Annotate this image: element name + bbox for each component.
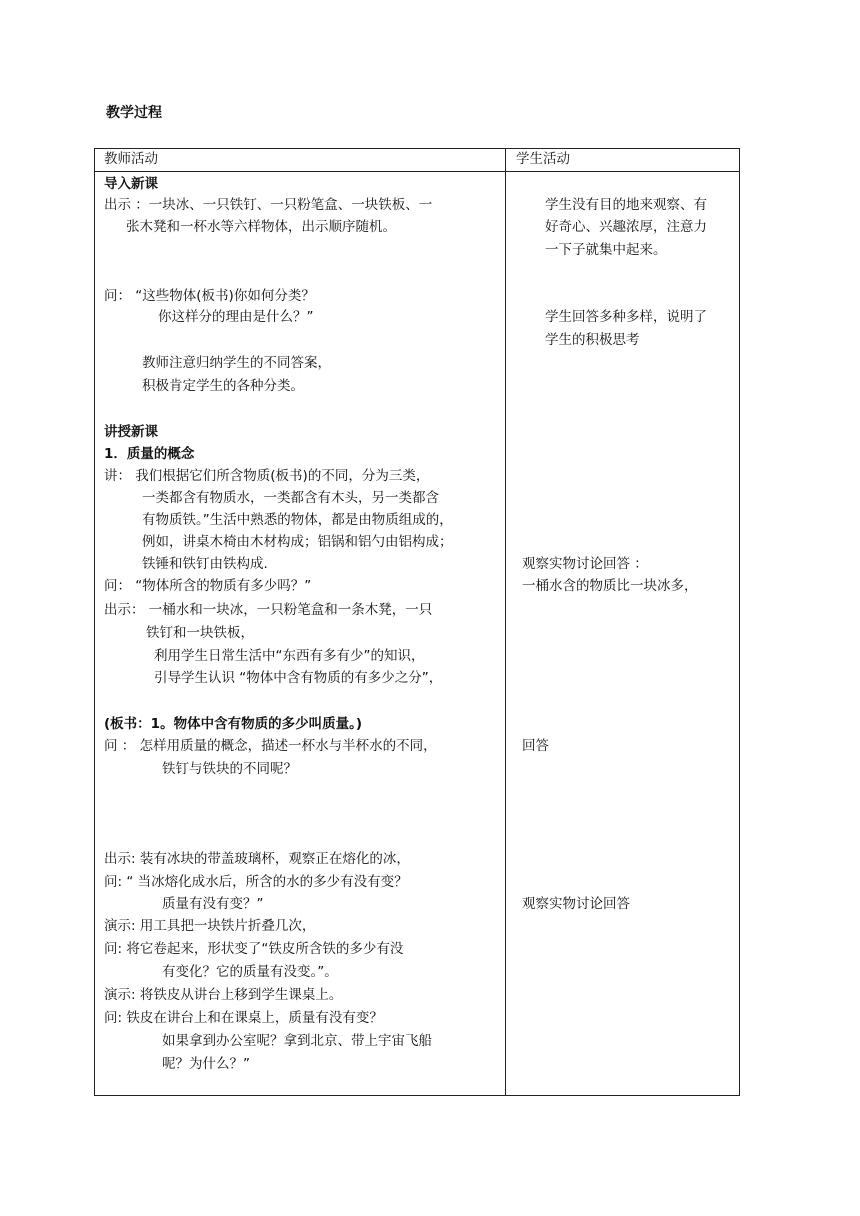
teacher-line: 有物质铁。”生活中熟悉的物体，都是由物质组成的，	[142, 512, 453, 528]
teacher-line: 铁钉和一块铁板，	[146, 625, 254, 641]
teacher-line: 一类都含有物质水，一类都含有木头，另一类都含	[142, 490, 439, 506]
student-line: 学生没有目的地来观察、有	[545, 197, 707, 213]
teacher-line: 问： “这些物体(板书)你如何分类？	[104, 288, 315, 304]
teacher-line: 出示: 装有冰块的带盖玻璃杯，观察正在熔化的冰，	[104, 851, 410, 867]
student-line: 学生回答多种多样，说明了	[545, 309, 707, 325]
teacher-line: 讲授新课	[104, 424, 158, 440]
teacher-line: 出示 ：一块冰、一只铁钉、一只粉笔盒、一块铁板、一	[104, 197, 433, 213]
teacher-line: 讲： 我们根据它们所含物质(板书)的不同，分为三类，	[104, 468, 430, 484]
student-line: 回答	[522, 738, 549, 754]
teacher-line: 你这样分的理由是什么？”	[158, 309, 314, 325]
student-line: 观察实物讨论回答	[522, 896, 630, 912]
teacher-line: 教师注意归纳学生的不同答案，	[142, 355, 331, 371]
student-line: 好奇心、兴趣浓厚，注意力	[545, 219, 707, 235]
teacher-line: 铁钉与铁块的不同呢？	[162, 761, 297, 777]
teacher-line: 张木凳和一杯水等六样物体，出示顺序随机。	[126, 219, 396, 235]
table-border-top	[94, 148, 740, 149]
student-line: 一桶水含的物质比一块冰多，	[522, 578, 698, 594]
teacher-line: 1．质量的概念	[104, 446, 195, 462]
table-border-left	[94, 148, 95, 1096]
teacher-line: 利用学生日常生活中“东西有多有少”的知识，	[154, 648, 425, 664]
teacher-line: 出示： 一桶水和一块冰，一只粉笔盒和一条木凳，一只	[104, 602, 433, 618]
teacher-line: 质量有没有变？”	[162, 896, 264, 912]
student-line: 学生的积极思考	[545, 332, 640, 348]
student-line: 一下子就集中起来。	[545, 242, 667, 258]
teacher-line: 铁锤和铁钉由铁构成.	[142, 556, 268, 572]
header-student-activity: 学生活动	[516, 151, 570, 167]
section-title: 教学过程	[106, 105, 162, 121]
table-border-right	[739, 148, 740, 1096]
teacher-line: 问: “ 当冰熔化成水后，所含的水的多少有没有变？	[104, 874, 408, 890]
teacher-line: 如果拿到办公室呢？拿到北京、带上宇宙飞船	[162, 1033, 432, 1049]
teacher-line: 例如，讲桌木椅由木材构成；铝锅和铝勺由铝构成；	[142, 534, 453, 550]
teacher-line: 呢？为什么？”	[162, 1056, 250, 1072]
teacher-line: 演示: 将铁皮从讲台上移到学生课桌上。	[104, 987, 343, 1003]
teacher-line: 引导学生认识 “物体中含有物质的有多少之分”，	[154, 670, 443, 686]
teacher-line: 积极肯定学生的各种分类。	[142, 378, 304, 394]
teacher-line: 问： “物体所含的物质有多少吗？”	[104, 578, 312, 594]
table-column-divider	[505, 148, 506, 1096]
teacher-line: 问: 将它卷起来，形状变了“铁皮所含铁的多少有没	[104, 941, 404, 957]
table-border-bottom	[94, 1095, 740, 1096]
student-line: 观察实物讨论回答 ：	[522, 556, 648, 572]
teacher-line: 问 ： 怎样用质量的概念，描述一杯水与半杯水的不同，	[104, 738, 437, 754]
table-header-divider	[94, 171, 740, 172]
header-teacher-activity: 教师活动	[104, 151, 158, 167]
teacher-line: 问: 铁皮在讲台上和在课桌上，质量有没有变？	[104, 1010, 383, 1026]
teacher-line: 导入新课	[104, 176, 158, 192]
teacher-line: (板书：1。物体中含有物质的多少叫质量。)	[104, 716, 362, 732]
teacher-line: 演示: 用工具把一块铁片折叠几次，	[104, 918, 316, 934]
teacher-line: 有变化？它的质量有没变。”。	[162, 964, 338, 980]
